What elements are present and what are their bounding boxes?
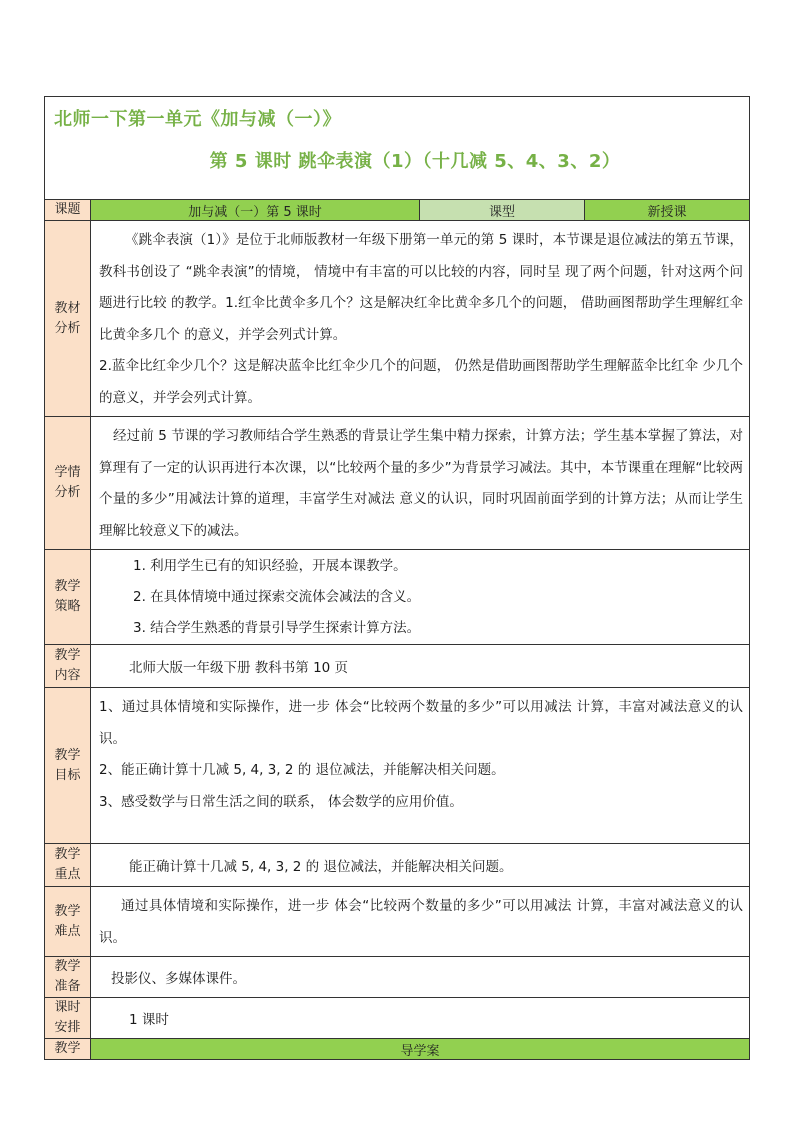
content-label-text: 教学内容 [54,648,81,683]
objectives-label [45,688,91,844]
lesson-plan-sheet [44,96,749,1060]
textbook-analysis-text-2: 2.蓝伞比红伞少几个？这是解决蓝伞比红伞少几个的问题， 仍然是借助画图帮助学生理解蓝伞比红伞 少几个的意义，并学会列式计算。 [99,358,743,406]
strategy-item-2: 2. 在具体情境中通过探索交流体会减法的含义。 [133,589,421,605]
footer-label: 教学 [45,1039,91,1060]
textbook-analysis-label-text: 教材分析 [54,300,81,336]
strategy-item-3: 3. 结合学生熟悉的背景引导学生探索计算方法。 [133,620,421,636]
lesson-plan-table [44,96,750,1060]
schedule-cell [91,998,750,1039]
student-analysis-cell [91,417,750,550]
objectives-cell [91,688,750,844]
preparation-label [45,957,91,998]
preparation-label-text: 教学准备 [54,959,81,994]
lesson-label: 课题 [45,200,91,221]
objective-item-2: 2、能正确计算十几减 5, 4, 3, 2 的 退位减法，并能解决相关问题。 [99,762,505,778]
textbook-analysis-text: 《跳伞表演（1）》是位于北师版教材一年级下册第一单元的第 5 课时，本节课是退位减法的第五节课，教科书创设了 “跳伞表演”的情境， 情境中有丰富的可以比较的内容，同时呈 现了两个问题，针对这两个问题进行比较 的教学。1.红伞比黄伞多几个？这是解决红伞比黄伞多几个的问题， 借助画图帮助学生理解红伞比黄伞多几个 的意义，并学会列式计算。 [99,232,743,343]
strategy-cell [91,550,750,645]
difficulties-label [45,887,91,957]
content-label [45,645,91,688]
strategy-label-text: 教学策略 [54,579,81,614]
lesson-value: 加与减（一）第 5 课时 [91,200,420,221]
lesson-subtitle: 第 5 课时 跳伞表演（1）（十几减 5、4、3、2） [209,151,621,172]
preparation-cell [91,957,750,998]
textbook-analysis-cell [91,221,750,417]
key-points-text: 能正确计算十几减 5, 4, 3, 2 的 退位减法，并能解决相关问题。 [129,859,513,875]
schedule-text: 1 课时 [129,1012,169,1028]
document-title: 北师一下第一单元《加与减（一）》 [54,109,341,130]
objectives-label-text: 教学目标 [54,747,81,783]
objective-item-3: 3、感受数学与日常生活之间的联系， 体会数学的应用价值。 [99,793,463,810]
difficulties-cell [91,887,750,957]
student-analysis-text: 经过前 5 节课的学习教师结合学生熟悉的背景让学生集中精力探索，计算方法；学生基本掌握了算法，对算理有了一定的认识再进行本次课，以“比较两个量的多少”为背景学习减法。其中，本节课重在理解“比较两个量的多少”用减法计算的道理，丰富学生对减法 意义的认识，同时巩固前面学到的计算方法；从而让学生理解比较意义下的减法。 [99,428,743,539]
content-cell [91,645,750,688]
student-analysis-label [45,417,91,550]
difficulties-text: 通过具体情境和实际操作，进一步 体会“比较两个数量的多少”可以用减法 计算，丰富对减法意义的认识。 [99,898,743,946]
type-value: 新授课 [585,200,750,221]
footer-value: 导学案 [91,1039,750,1060]
strategy-item-1: 1. 利用学生已有的知识经验，开展本课教学。 [133,558,407,574]
preparation-text: 投影仪、多媒体课件。 [111,971,246,987]
schedule-label [45,998,91,1039]
type-label: 课型 [420,200,585,221]
objective-item-1: 1、通过具体情境和实际操作，进一步 体会“比较两个数量的多少”可以用减法 计算，丰富对减法意义的认识。 [99,699,743,747]
student-analysis-label-text: 学情分析 [54,465,81,500]
title-cell [45,97,750,200]
content-text: 北师大版一年级下册 教科书第 10 页 [129,660,349,676]
key-points-cell [91,844,750,887]
key-points-label [45,844,91,887]
textbook-analysis-label [45,221,91,417]
strategy-label [45,550,91,645]
schedule-label-text: 课时安排 [54,1000,81,1035]
difficulties-label-text: 教学难点 [54,903,81,939]
key-points-label-text: 教学重点 [54,847,81,882]
